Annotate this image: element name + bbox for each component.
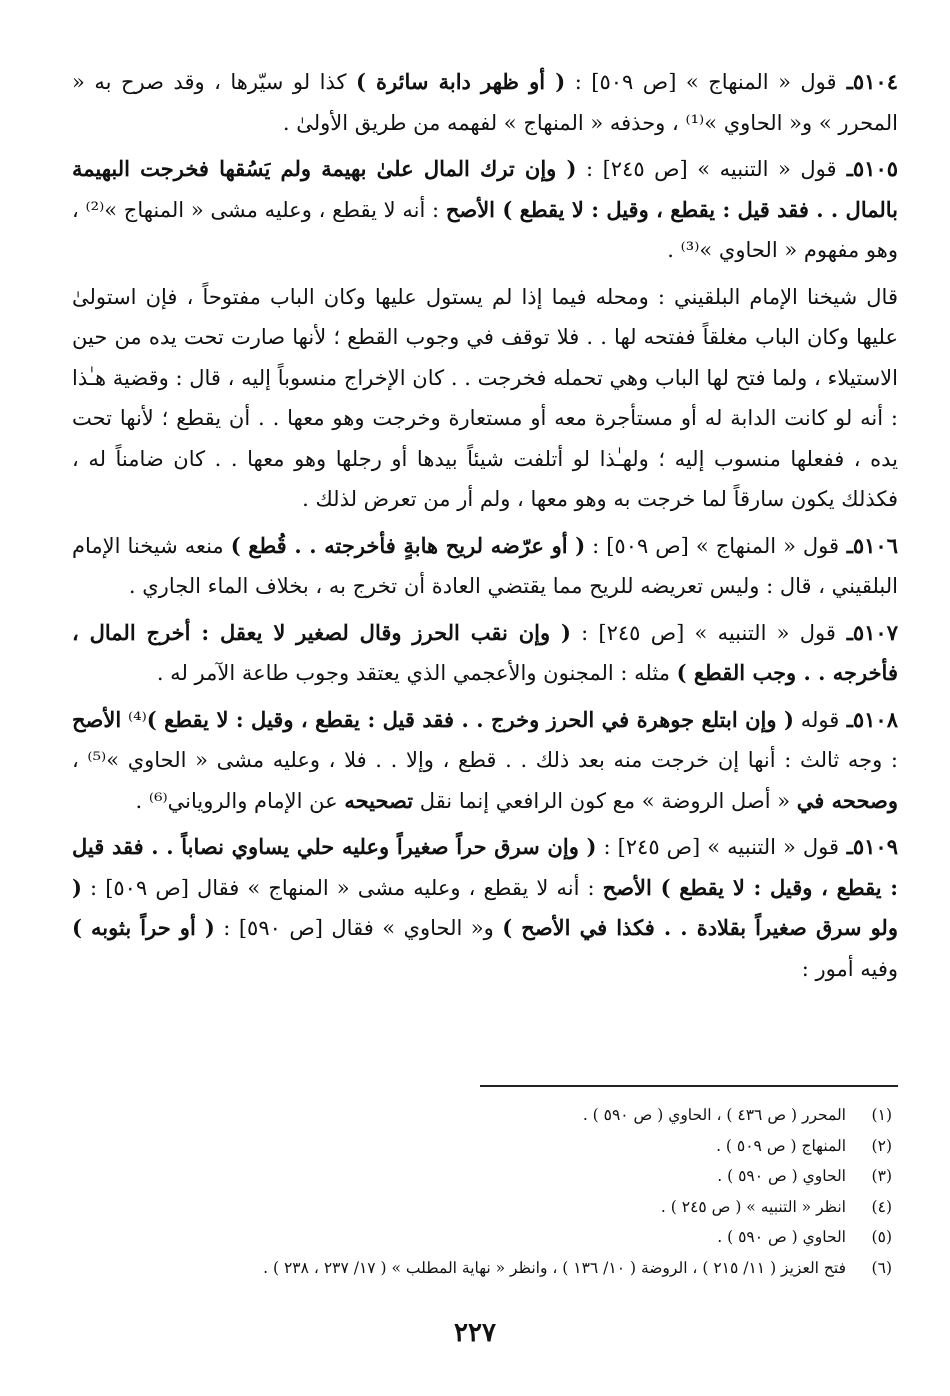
entry-number: ٥١٠٥ـ	[836, 156, 899, 181]
text-run: قول « المنهاج » [ص ٥٠٩] :	[565, 70, 837, 94]
footnote-3	[60, 1161, 892, 1192]
paragraph-5109	[72, 827, 898, 989]
quoted-text: ( أو ظهر دابة سائرة )	[355, 69, 566, 94]
quoted-text: ( ولو سرق صغيراً بقلادة . . فكذا في الأصح )	[72, 874, 898, 940]
footnote-text: المنهاج ( ص ٥٠٩ ) .	[716, 1136, 846, 1155]
footnote-text: انظر « التنبيه » ( ص ٢٤٥ ) .	[660, 1197, 846, 1216]
bold-term: وصححه في	[796, 787, 898, 813]
paragraph-5106	[72, 526, 898, 607]
text-run: مثله : المجنون والأعجمي الذي يعتقد وجوب طاعة الآمر له .	[156, 661, 677, 685]
footnote-text: الحاوي ( ص ٥٩٠ ) .	[717, 1228, 846, 1246]
footnote-number: (١)	[871, 1106, 892, 1124]
text-run: : وجه ثالث : أنها إن خرجت منه بعد ذلك . . قطع ، وإلا . . فلا ، وعليه مشى « الحاوي »⁽⁵⁾ ،	[72, 748, 898, 772]
footnote-text: الحاوي ( ص ٥٩٠ ) .	[717, 1167, 846, 1185]
entry-number: ٥١٠٧ـ	[835, 619, 898, 645]
bold-term: الأصح	[72, 706, 122, 732]
text-run: : أنه لا يقطع ، وعليه مشى « المنهاج » فقال [ص ٥٠٩] :	[81, 875, 603, 900]
quoted-text: ( وإن نقب الحرز وقال لصغير لا يعقل : أخرج المال ، فأخرجه . . وجب القطع )	[72, 619, 898, 685]
footnote-text: المحرر ( ص ٤٣٦ ) ، الحاوي ( ص ٥٩٠ ) .	[582, 1106, 846, 1124]
quoted-text: ( وإن ابتلع جوهرة في الحرز وخرج . . فقد قيل : يقطع ، وقيل : لا يقطع )	[146, 706, 794, 732]
quoted-text: ( وإن سرق حراً صغيراً وعليه حلي يساوي نصاباً . . فقد قيل : يقطع ، وقيل : لا يقطع ) الأصح	[72, 834, 899, 900]
text-run: قول « المنهاج » [ص ٥٠٩] :	[585, 533, 840, 558]
text-run: « أصل الروضة » مع كون الرافعي إنما نقل	[413, 788, 797, 813]
footnote-2	[60, 1131, 892, 1162]
footnote-text: فتح العزيز ( ١١/ ٢١٥ ) ، الروضة ( ١٠/ ١٣٦ ) ، وانظر « نهاية المطلب » ( ١٧/ ٢٣٧ ، ٢٣٨ ) .	[263, 1258, 846, 1277]
text-run: : أنه لا يقطع ، وعليه مشى « المنهاج »⁽²⁾ ، وهو مفهوم « الحاوي »⁽³⁾ .	[72, 197, 898, 262]
text-run: قوله	[793, 707, 840, 732]
footnote-ref: ⁽⁴⁾	[121, 707, 147, 732]
text-run: قول « التنبيه » [ص ٢٤٥] :	[570, 620, 836, 645]
text-run: عن الإمام والروياني⁽⁶⁾ .	[135, 788, 345, 813]
paragraph-commentary	[72, 277, 898, 520]
paragraph-5104	[72, 62, 898, 143]
text-run: قول « التنبيه » [ص ٢٤٥] :	[596, 835, 840, 859]
footnote-6	[60, 1253, 892, 1284]
footnote-4	[60, 1192, 892, 1223]
page-body	[72, 62, 898, 989]
quoted-text: ( وإن ترك المال علىٰ بهيمة ولم يَسُقها فخرجت البهيمة بالمال . . فقد قيل : يقطع ، وقيل : لا يقطع ) الأصح	[72, 156, 898, 222]
footnote-number: (٥)	[871, 1228, 892, 1246]
footnote-separator	[480, 1085, 898, 1087]
footnote-5	[60, 1222, 892, 1253]
text-run: قال شيخنا الإمام البلقيني : ومحله فيما إذا لم يستول عليها وكان الباب مفتوحاً ، فإن استولىٰ عليها وكان الباب مغلقاً ففتحه لها . . فلا توقف في وجوب القطع ؛ لأنها صارت تحت يده من حين الاستيلاء ، ولما فتح لها الباب وهي تحمله فخرجت . . كان الإخراج منسوباً إليه ، قال : وقضية هـٰذا : أنه لو كانت الدابة له أو مستأجرة معه أو مستعارة وخرجت وهو معها . . أن يقطع ؛ لأنها تحت يده ، ففعلها منسوب إليه ؛ ولهـٰذا لو أتلفت شيئاً بيدها أو رجلها وهو معها . . كان ضامناً له ، فكذلك يكون سارقاً لما خرجت به وهو معها ، ولم أر من تعرض لذلك .	[72, 284, 898, 511]
text-run: قول « التنبيه » [ص ٢٤٥] :	[576, 157, 837, 181]
footnote-number: (٦)	[871, 1258, 892, 1277]
text-run: و« الحاوي » فقال [ص ٥٩٠] :	[214, 916, 503, 940]
page-number: ٢٢٧	[454, 1318, 496, 1348]
footnote-number: (٢)	[871, 1136, 892, 1155]
text-run: منعه شيخنا الإمام البلقيني ، قال : وليس تعريضه للريح مما يقتضي العادة أن تخرج به ، بخلاف الماء الجاري .	[72, 533, 898, 598]
bold-term: تصحيحه	[344, 787, 414, 813]
footnote-number: (٤)	[871, 1197, 892, 1216]
paragraph-5108	[72, 700, 898, 822]
text-run: كذا لو سيّرها ، وقد صرح به « المحرر » و« الحاوي »⁽¹⁾ ، وحذفه « المنهاج » لفهمه من طريق الأولىٰ .	[72, 70, 898, 135]
paragraph-5105	[72, 149, 898, 271]
entry-number: ٥١٠٦ـ	[839, 532, 898, 558]
footnote-1	[60, 1100, 892, 1131]
text-run: وفيه أمور :	[801, 956, 898, 981]
quoted-text: ( أو عرّضه لريح هابةٍ فأخرجته . . قُطع )	[230, 532, 586, 558]
quoted-text: ( أو حراً بثوبه )	[72, 915, 215, 940]
entry-number: ٥١٠٤ـ	[836, 69, 898, 94]
entry-number: ٥١٠٩ـ	[839, 834, 898, 859]
footnote-number: (٣)	[871, 1167, 892, 1185]
paragraph-5107	[72, 613, 898, 694]
footnotes	[60, 1100, 892, 1283]
entry-number: ٥١٠٨ـ	[839, 706, 898, 732]
